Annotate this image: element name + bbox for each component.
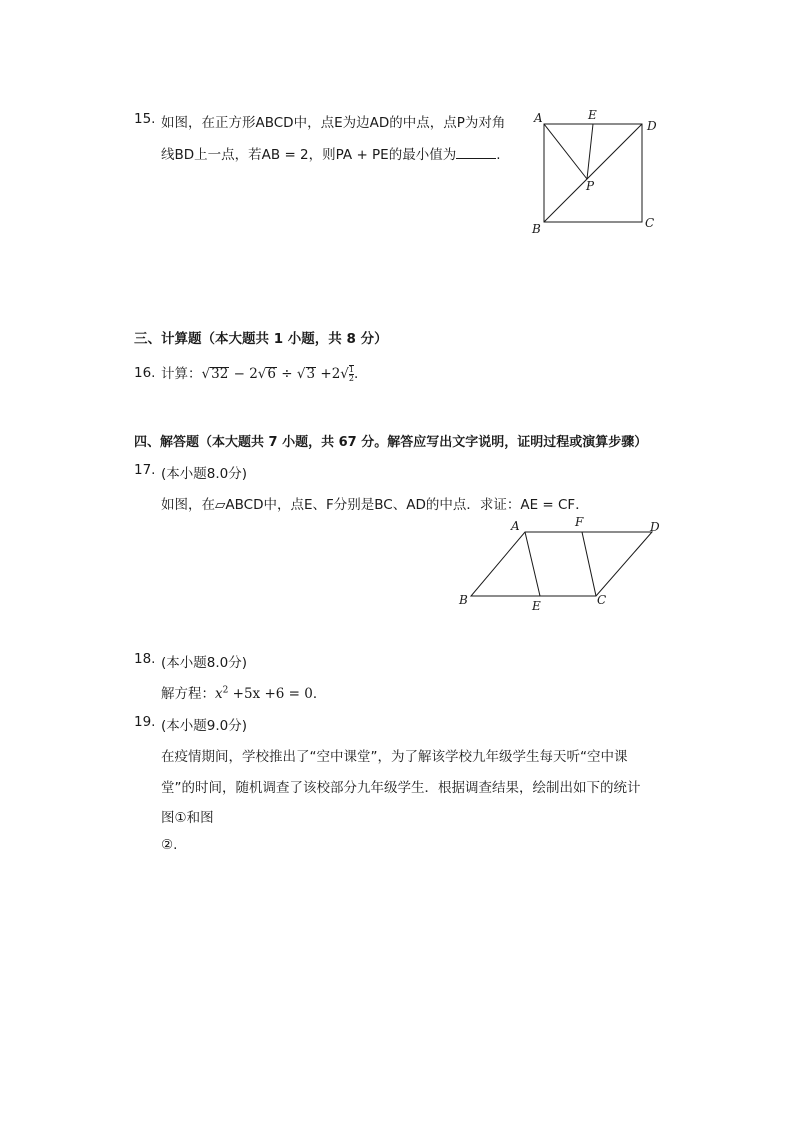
label-e: E <box>532 599 541 613</box>
q18-score: (本小题8.0分) <box>161 655 248 671</box>
sqrt-sign: √ <box>257 366 267 382</box>
label-c: C <box>597 593 607 607</box>
segment-ae <box>525 532 540 596</box>
label-b: B <box>459 593 468 607</box>
label-d: D <box>647 119 657 133</box>
q15-square-figure <box>528 104 668 236</box>
label-p: P <box>586 179 595 193</box>
segment-pe <box>587 124 593 179</box>
q19-line1: 在疫情期间，学校推出了“空中课堂”，为了解该学校九年级学生每天听“空中课 <box>161 749 628 765</box>
label-a: A <box>511 519 520 533</box>
answer-blank <box>456 146 496 159</box>
q17-score: (本小题8.0分) <box>161 466 248 482</box>
q19-line4: ②. <box>161 837 178 853</box>
radicand-32: 32 <box>211 366 229 382</box>
label-e: E <box>588 108 597 122</box>
parallelogram-abcd <box>471 532 652 596</box>
q18-number: 18. <box>134 651 156 667</box>
var-x: x <box>215 686 223 702</box>
radicand-3: 3 <box>306 366 316 382</box>
q16-number: 16. <box>134 365 156 381</box>
q15-line2 <box>161 143 501 163</box>
equation-rest: +5x +6 = 0． <box>228 686 327 702</box>
q19-score: (本小题9.0分) <box>161 718 248 734</box>
q19-line3: 图①和图 <box>161 810 214 826</box>
q15-line2-text: 线BD上一点，若AB = 2，则PA + PE的最小值为 <box>161 147 457 163</box>
diagonal-bd <box>544 124 642 222</box>
plus-two: +2 <box>316 366 341 382</box>
q17-text: 如图，在▱ABCD中，点E、F分别是BC、AD的中点．求证：AE = CF． <box>161 497 589 513</box>
q17-number: 17. <box>134 462 156 478</box>
label-d: D <box>650 520 660 534</box>
sqrt-sign: √ <box>340 366 349 382</box>
segment-pa <box>544 124 587 179</box>
section-4-title: 四、解答题（本大题共 7 小题，共 67 分。解答应写出文字说明，证明过程或演算步骤） <box>134 435 648 450</box>
sqrt-sign: √ <box>201 366 211 382</box>
q15-line1: 如图，在正方形ABCD中，点E为边AD的中点，点P为对角 <box>161 115 506 131</box>
segment-cf <box>582 532 596 596</box>
q19-number: 19. <box>134 714 156 730</box>
label-f: F <box>575 515 584 529</box>
q16-prefix: 计算： <box>161 366 202 382</box>
frac-numerator: 1 <box>348 365 354 374</box>
q16-expression <box>161 362 358 383</box>
label-c: C <box>645 216 655 230</box>
q17-parallelogram-figure <box>455 512 670 616</box>
minus-two: − 2 <box>229 366 258 382</box>
label-b: B <box>532 222 541 236</box>
radicand-6: 6 <box>267 366 276 382</box>
q19-line2: 堂”的时间，随机调查了该校部分九年级学生．根据调查结果，绘制出如下的统计 <box>161 780 641 796</box>
q15-number: 15. <box>134 111 156 127</box>
divide-sign: ÷ <box>276 366 297 382</box>
q15-line2-end: . <box>496 147 501 163</box>
exponent-2: 2 <box>222 685 229 696</box>
q18-prefix: 解方程： <box>161 686 215 702</box>
label-a: A <box>534 111 543 125</box>
frac-denominator: 2 <box>348 374 354 383</box>
q18-equation <box>161 682 326 702</box>
sqrt-sign: √ <box>296 366 306 382</box>
q16-end: . <box>354 366 359 382</box>
section-3-title: 三、计算题（本大题共 1 小题，共 8 分） <box>134 331 388 347</box>
